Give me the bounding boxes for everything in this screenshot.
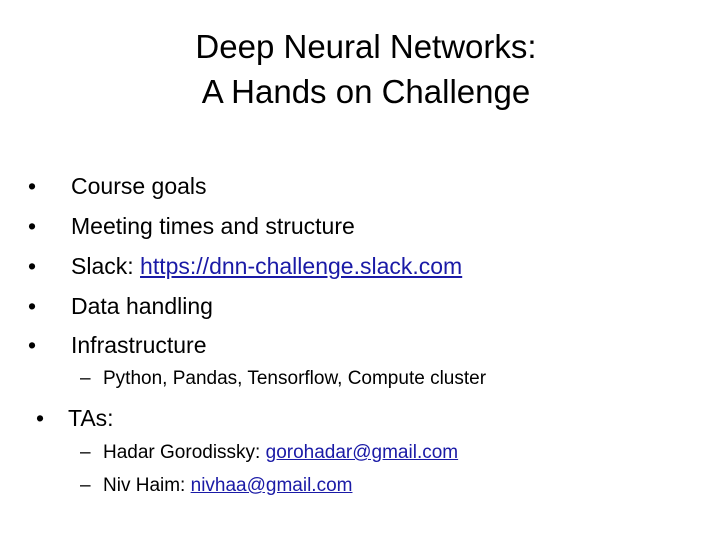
title-line-1: Deep Neural Networks:	[195, 28, 537, 65]
slack-label: Slack:	[71, 253, 141, 279]
list-item-text: Infrastructure	[71, 332, 207, 358]
bullet-icon: •	[28, 253, 37, 279]
dash-icon: –	[80, 442, 91, 463]
list-item-tas	[36, 402, 696, 434]
ta-email-link[interactable]: gorohadar@gmail.com	[265, 442, 459, 463]
sub-item-ta-niv	[80, 473, 700, 499]
list-item-text: Meeting times and structure	[71, 213, 355, 239]
sub-item-ta-hadar	[80, 440, 700, 466]
dash-icon: –	[80, 368, 91, 389]
bullet-icon: •	[28, 332, 37, 358]
list-item-meeting-times	[28, 210, 688, 242]
list-item-text	[71, 250, 462, 282]
list-item-infrastructure	[28, 329, 688, 361]
sub-item-text	[103, 473, 352, 499]
dash-icon: –	[80, 475, 91, 496]
ta-email-link[interactable]: nivhaa@gmail.com	[190, 475, 353, 496]
list-item-data-handling	[28, 290, 688, 322]
list-item-text: Course goals	[71, 173, 207, 199]
sub-item-text: Python, Pandas, Tensorflow, Compute cluster	[103, 368, 487, 389]
title-line-2: A Hands on Challenge	[201, 73, 531, 110]
bullet-icon: •	[28, 293, 37, 319]
bullet-icon: •	[36, 405, 45, 431]
ta-name: Niv Haim:	[103, 475, 191, 496]
list-item-text: Data handling	[71, 293, 213, 319]
bullet-icon: •	[28, 213, 37, 239]
bullet-icon: •	[28, 173, 37, 199]
ta-name: Hadar Gorodissky:	[103, 442, 266, 463]
list-item-slack	[28, 250, 688, 282]
list-item-text: TAs:	[68, 405, 114, 431]
sub-item-text	[103, 440, 458, 466]
slack-link[interactable]: https://dnn-challenge.slack.com	[140, 253, 463, 279]
sub-item-infrastructure-tools	[80, 366, 700, 392]
list-item-course-goals	[28, 170, 688, 202]
